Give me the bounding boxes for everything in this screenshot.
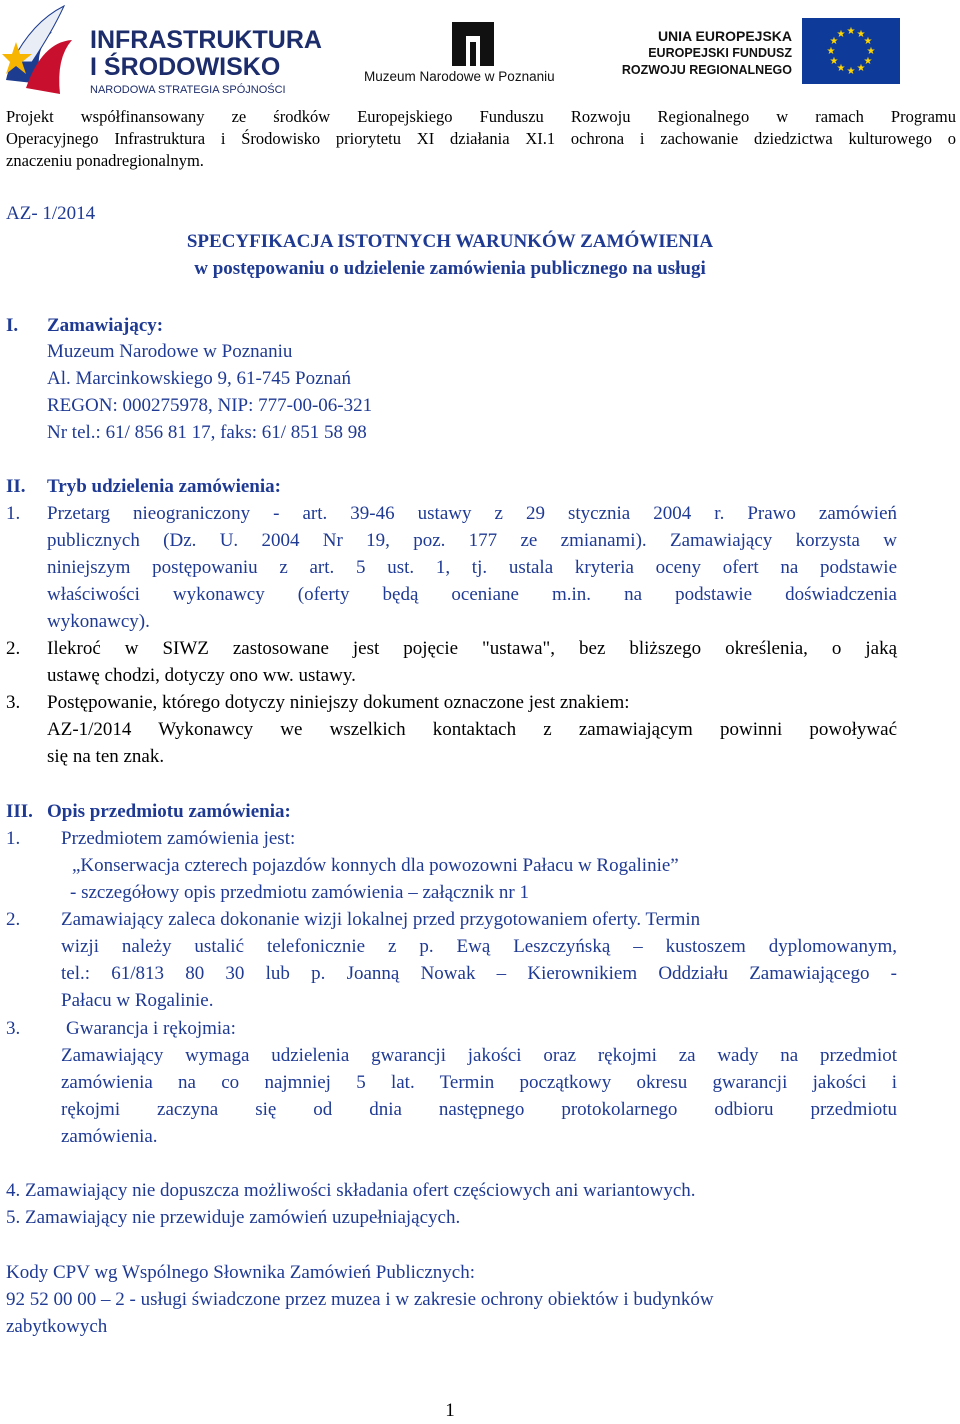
zamawiajacy-regon-nip: REGON: 000275978, NIP: 777-00-06-321 — [47, 395, 373, 416]
section-3-item-2-line: wizji należy ustalić telefonicznie z p. Ewą Leszczyńską – kustoszem dyplomowanym, — [61, 936, 897, 957]
section-3-item-3-heading: Gwarancja i rękojmia: — [66, 1018, 236, 1039]
section-2-item-1-line: wykonawcy). — [47, 611, 150, 632]
svg-text:★: ★ — [866, 46, 876, 57]
eu-logo — [620, 26, 910, 92]
section-1-heading: Zamawiający: — [47, 315, 164, 336]
document-title: SPECYFIKACJA ISTOTNYCH WARUNKÓW ZAMÓWIENIA — [186, 231, 714, 252]
zamawiajacy-phone-fax: Nr tel.: 61/ 856 81 17, faks: 61/ 851 58 98 — [47, 422, 367, 443]
section-2-item-1-line: publicznych (Dz. U. 2004 Nr 19, poz. 177 ze zmianami). Zamawiający korzysta w — [47, 530, 897, 551]
section-3-item-3-line: zamówienia na co najmniej 5 lat. Termin początkowy okresu gwarancji jakości i — [61, 1072, 897, 1093]
section-3-item-1-line: - szczegółowy opis przedmiotu zamówienia – załącznik nr 1 — [70, 882, 529, 903]
svg-text:★: ★ — [846, 66, 856, 77]
svg-text:★: ★ — [856, 63, 866, 74]
section-3-item-2-line: Pałacu w Rogalinie. — [61, 990, 214, 1011]
muzeum-building-icon — [452, 22, 494, 66]
intro-line-2: Operacyjnego Infrastruktura i Środowisko priorytetu XI działania XI.1 ochrona i zachowanie dziedzictwa kulturowego o — [6, 129, 956, 148]
section-3-item-2-number: 2. — [6, 909, 21, 930]
section-2-item-2-line: ustawę chodzi, dotyczy ono ww. ustawy. — [47, 665, 356, 686]
svg-text:★: ★ — [836, 63, 846, 74]
infra-title-line1: INFRASTRUKTURA — [90, 26, 322, 54]
section-3-number: III. — [6, 801, 33, 822]
section-2-item-1-line: Przetarg nieograniczony - art. 39-46 ustawy z 29 stycznia 2004 r. Prawo zamówień — [47, 503, 897, 524]
document-subtitle: w postępowaniu o udzielenie zamówienia publicznego na usługi — [194, 258, 706, 279]
eu-logo-line1: UNIA EUROPEJSKA — [657, 28, 792, 44]
cpv-heading: Kody CPV wg Wspólnego Słownika Zamówień Publicznych: — [6, 1262, 475, 1283]
page-number: 1 — [445, 1400, 455, 1421]
section-2-item-3-line: AZ-1/2014 Wykonawcy we wszelkich kontaktach z zamawiającym powinni powoływać — [47, 719, 897, 740]
eu-logo-line2: EUROPEJSKI FUNDUSZ — [648, 46, 792, 60]
svg-text:★: ★ — [826, 46, 836, 57]
cpv-code-line: zabytkowych — [6, 1316, 108, 1337]
section-2-item-3-line: się na ten znak. — [47, 746, 165, 767]
zamawiajacy-name: Muzeum Narodowe w Poznaniu — [47, 341, 293, 362]
muzeum-logo — [360, 14, 590, 84]
section-2-number: II. — [6, 476, 26, 497]
svg-text:★: ★ — [863, 36, 873, 47]
section-2-item-1-number: 1. — [6, 503, 21, 524]
svg-text:★: ★ — [829, 36, 839, 47]
section-2-item-2-number: 2. — [6, 638, 21, 659]
eu-flag-icon — [802, 18, 900, 84]
infra-title-line2: I ŚRODOWISKO — [90, 53, 281, 81]
section-2-item-1-line: niniejszym postępowaniu z art. 5 ust. 1, tj. ustala kryteria oceny ofert na podstawie — [47, 557, 897, 578]
logo-header — [0, 0, 960, 106]
section-3-item-2-line: Zamawiający zaleca dokonanie wizji lokalnej przed przygotowaniem oferty. Termin — [61, 909, 701, 930]
intro-line-1: Projekt współfinansowany ze środków Europejskiego Funduszu Rozwoju Regionalnego w ramach Programu — [6, 107, 956, 126]
section-2-item-3-line: Postępowanie, którego dotyczy niniejszy dokument oznaczone jest znakiem: — [47, 692, 630, 713]
section-3-item-5: 5. Zamawiający nie przewiduje zamówień uzupełniających. — [6, 1207, 461, 1228]
section-2-heading: Tryb udzielenia zamówienia: — [47, 476, 281, 497]
svg-text:★: ★ — [856, 29, 866, 40]
section-2-item-3-number: 3. — [6, 692, 21, 713]
section-2-item-1-line: właściwości wykonawcy (oferty będą oceniane m.in. na podstawie doświadczenia — [47, 584, 897, 605]
infrastruktura-emblem-icon — [2, 2, 92, 102]
eu-logo-line3: ROZWOJU REGIONALNEGO — [621, 63, 792, 77]
section-3-item-3-line: Zamawiający wymaga udzielenia gwarancji jakości oraz rękojmi za wady na przedmiot — [61, 1045, 897, 1066]
section-3-item-3-number: 3. — [6, 1018, 21, 1039]
section-1-number: I. — [6, 315, 19, 336]
section-3-heading: Opis przedmiotu zamówienia: — [47, 801, 291, 822]
section-3-item-2-line: tel.: 61/813 80 30 lub p. Joanną Nowak – Kierownikiem Oddziału Zamawiającego - — [61, 963, 897, 984]
subject-of-order: „Konserwacja czterech pojazdów konnych dla powozowni Pałacu w Rogalinie” — [72, 855, 679, 876]
svg-text:★: ★ — [836, 29, 846, 40]
section-3-item-3-line: zamówienia. — [61, 1126, 158, 1147]
infra-title-line3: NARODOWA STRATEGIA SPÓJNOŚCI — [90, 84, 286, 96]
svg-text:★: ★ — [829, 56, 839, 67]
intro-line-3: znaczeniu ponadregionalnym. — [6, 151, 204, 170]
zamawiajacy-address: Al. Marcinkowskiego 9, 61-745 Poznań — [47, 368, 351, 389]
section-3-item-4: 4. Zamawiający nie dopuszcza możliwości składania ofert częściowych ani wariantowych. — [6, 1180, 696, 1201]
document-number: AZ- 1/2014 — [6, 203, 96, 224]
section-3-item-1-number: 1. — [6, 828, 21, 849]
muzeum-logo-text: Muzeum Narodowe w Poznaniu — [364, 69, 555, 84]
cpv-code-line: 92 52 00 00 – 2 - usługi świadczone przez muzea i w zakresie ochrony obiektów i budynków — [6, 1289, 714, 1310]
svg-text:★: ★ — [846, 26, 856, 37]
section-3-item-3-line: rękojmi zaczyna się od dnia następnego protokolarnego odbioru przedmiotu — [61, 1099, 897, 1120]
svg-text:★: ★ — [863, 56, 873, 67]
infrastruktura-logo — [2, 2, 322, 102]
section-2-item-2-line: Ilekroć w SIWZ zastosowane jest pojęcie "ustawa", bez bliższego określenia, o jaką — [47, 638, 897, 659]
section-3-item-1-line: Przedmiotem zamówienia jest: — [61, 828, 296, 849]
